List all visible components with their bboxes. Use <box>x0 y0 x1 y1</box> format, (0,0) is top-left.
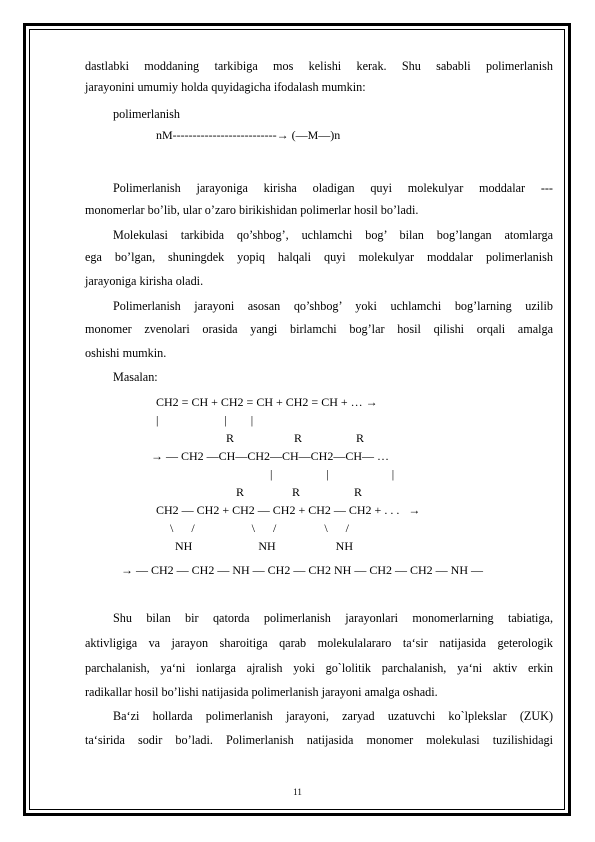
text-line: dastlabki moddaning tarkibiga mos kelishi kerak. Shu sababli polimerlanish <box>85 59 553 73</box>
formula-line: CH2 = CH + CH2 = CH + CH2 = CH + … → <box>156 395 378 409</box>
text-line: Shu bilan bir qatorda polimerlanish jarayonlari monomerlarning tabiatiga, <box>113 611 553 625</box>
text-line: jarayonini umumiy holda quyidagicha ifodalash mumkin: <box>85 80 366 94</box>
text-line: monomer zvenolari orasida yangi birlamchi bog’lar hosil qilishi orqali amalga <box>85 322 553 336</box>
formula-line: R R R <box>236 485 363 499</box>
text-line: oshishi mumkin. <box>85 346 167 360</box>
formula-line: | | | <box>270 467 395 481</box>
page-number: 11 <box>293 787 302 797</box>
text-line: monomerlar bo’lib, ular o’zaro birikishidan polimerlar hosil bo’ladi. <box>85 203 419 217</box>
text-line: radikallar hosil bo’lishi natijasida polimerlanish jarayoni amalga oshadi. <box>85 685 438 699</box>
formula-line: R R R <box>226 431 365 445</box>
text-line: Masalan: <box>113 370 158 384</box>
text-line: polimerlanish <box>113 107 181 121</box>
text-line: jarayoniga kirisha oladi. <box>85 274 204 288</box>
text-line: Polimerlanish jarayoni asosan qo’shbog’ yoki uchlamchi bog’larning uzilib <box>113 299 553 313</box>
formula-line: | | | <box>156 413 254 427</box>
text-line: Ba‘zi hollarda polimerlanish jarayoni, zaryad uzatuvchi ko`lplekslar (ZUK) <box>113 709 553 723</box>
formula-line: NH NH NH <box>175 539 353 553</box>
text-line: Molekulasi tarkibida qo’shbog’, uchlamchi bog’ bilan bog’langan atomlarga <box>113 228 553 242</box>
text-line: parchalanish, ya‘ni ionlarga ajralish yoki go`lolitik parchalanish, ya‘ni aktiv erkin <box>85 661 553 675</box>
text-line: Polimerlanish jarayoniga kirisha oladigan quyi molekulyar moddalar --- <box>113 181 553 195</box>
formula-line: → — CH2 —CH—CH2—CH—CH2—CH— … <box>151 449 390 463</box>
text-line: ta‘sirida sodir bo’ladi. Polimerlanish natijasida monomer molekulasi tuzilishidagi <box>85 733 553 747</box>
formula-line: \ / \ / \ / <box>170 521 350 535</box>
formula-line: nM--------------------------→ (—M—)n <box>156 128 341 142</box>
formula-line: → — CH2 — CH2 — NH — CH2 — CH2 NH — CH2 — CH2 — NH — <box>121 563 484 577</box>
text-line: ega bo’lgan, shuningdek yopiq halqali quyi molekulyar moddalar polimerlanish <box>85 250 553 264</box>
text-line: aktivligiga va jarayon sharoitiga qarab molekulalararo ta‘sir natijasida geterologik <box>85 636 553 650</box>
formula-line: CH2 — CH2 + CH2 — CH2 + CH2 — CH2 + . . . → <box>156 503 421 517</box>
